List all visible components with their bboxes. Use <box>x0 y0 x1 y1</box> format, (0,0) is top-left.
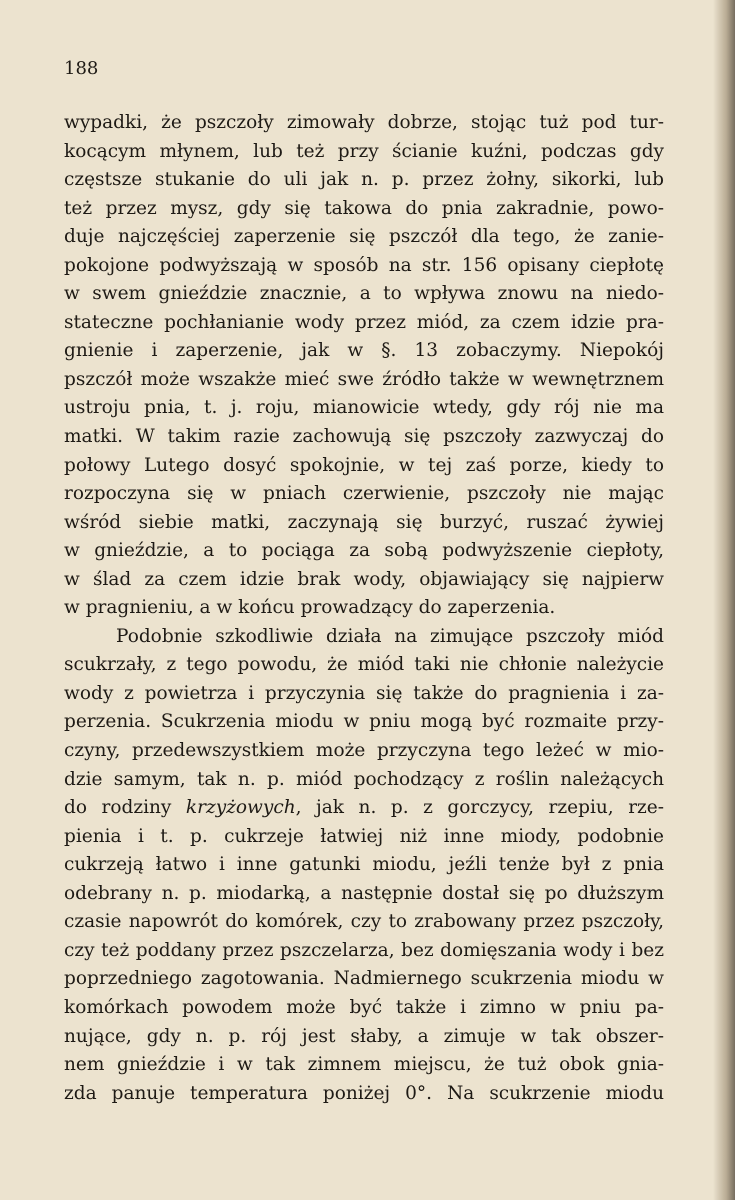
text-line: gnienie i zaperzenie, jak w §. 13 zobaczymy. Niepokój <box>64 340 664 362</box>
text-line: w ślad za czem idzie brak wody, objawiający się najpierw <box>64 568 664 590</box>
text-line: stateczne pochłanianie wody przez miód, za czem idzie pra- <box>64 311 664 333</box>
text-line: częstsze stukanie do uli jak n. p. przez żołny, sikorki, lub <box>64 169 664 191</box>
text-line: komórkach powodem może być także i zimno w pniu pa- <box>64 996 664 1018</box>
text-line: scukrzały, z tego powodu, że miód taki nie chłonie należycie <box>64 654 664 676</box>
text-line: pokojone podwyższają w sposób na str. 156 opisany ciepłotę <box>64 254 664 276</box>
text-line: perzenia. Scukrzenia miodu w pniu mogą być rozmaite przy- <box>64 711 664 733</box>
text-line: połowy Lutego dosyć spokojnie, w tej zaś porze, kiedy to <box>64 454 664 476</box>
text-line: pszczół może wszakże mieć swe źródło także w wewnętrznem <box>64 368 664 390</box>
text-line: kocącym młynem, lub też przy ścianie kuźni, podczas gdy <box>64 140 664 162</box>
paragraph-first-line: Podobnie szkodliwie działa na zimujące pszczoły miód <box>116 625 664 647</box>
text-line: czy też poddany przez pszczelarza, bez domięszania wody i bez <box>64 939 664 961</box>
text-line: wśród siebie matki, zaczynają się burzyć, ruszać żywiej <box>64 511 664 533</box>
text-line: duje najczęściej zaperzenie się pszczół dla tego, że zanie- <box>64 226 664 248</box>
text-line: czasie napowrót do komórek, czy to zrabowany przez pszczoły, <box>64 911 664 933</box>
body-text <box>64 109 664 1108</box>
paragraph-last-line: w pragnieniu, a w końcu prowadzący do zaperzenia. <box>64 597 556 619</box>
text-line: odebrany n. p. miodarką, a następnie dostał się po dłuższym <box>64 882 664 904</box>
text-line: rozpoczyna się w pniach czerwienie, pszczoły nie mając <box>64 483 664 505</box>
text-line: pienia i t. p. cukrzeje łatwiej niż inne miody, podobnie <box>64 825 664 847</box>
text-line: ustroju pnia, t. j. roju, mianowicie wtedy, gdy rój nie ma <box>64 397 664 419</box>
text-line: wypadki, że pszczoły zimowały dobrze, stojąc tuż pod tur- <box>64 112 664 133</box>
text-line: nem gnieździe i w tak zimnem miejscu, że tuż obok gnia- <box>64 1054 664 1076</box>
text-line-with-italic <box>64 794 664 823</box>
text-line: wody z powietrza i przyczynia się także do pragnienia i za- <box>64 682 664 704</box>
text-fragment: , jak n. p. z gorczycy, rzepiu, rze- <box>295 797 664 819</box>
text-line: nujące, gdy n. p. rój jest słaby, a zimuje w tak obszer- <box>64 1025 664 1047</box>
italic-term: krzyżowych <box>185 797 296 819</box>
page-number: 188 <box>64 58 99 79</box>
text-line: też przez mysz, gdy się takowa do pnia zakradnie, powo- <box>64 197 664 219</box>
text-line: czyny, przedewszystkiem może przyczyna tego leżeć w mio- <box>64 740 664 762</box>
text-fragment: do rodziny <box>64 797 186 819</box>
text-line: dzie samym, tak n. p. miód pochodzący z roślin należących <box>64 768 664 790</box>
text-line: matki. W takim razie zachowują się pszczoły zazwyczaj do <box>64 426 664 448</box>
text-line: w gnieździe, a to pociąga za sobą podwyższenie ciepłoty, <box>64 540 664 562</box>
text-line: poprzedniego zagotowania. Nadmiernego scukrzenia miodu w <box>64 968 664 990</box>
text-line: w swem gnieździe znacznie, a to wpływa znowu na niedo- <box>64 283 664 305</box>
text-line: cukrzeją łatwo i inne gatunki miodu, jeźli tenże był z pnia <box>64 854 664 876</box>
text-line: zda panuje temperatura poniżej 0°. Na scukrzenie miodu <box>64 1082 664 1104</box>
